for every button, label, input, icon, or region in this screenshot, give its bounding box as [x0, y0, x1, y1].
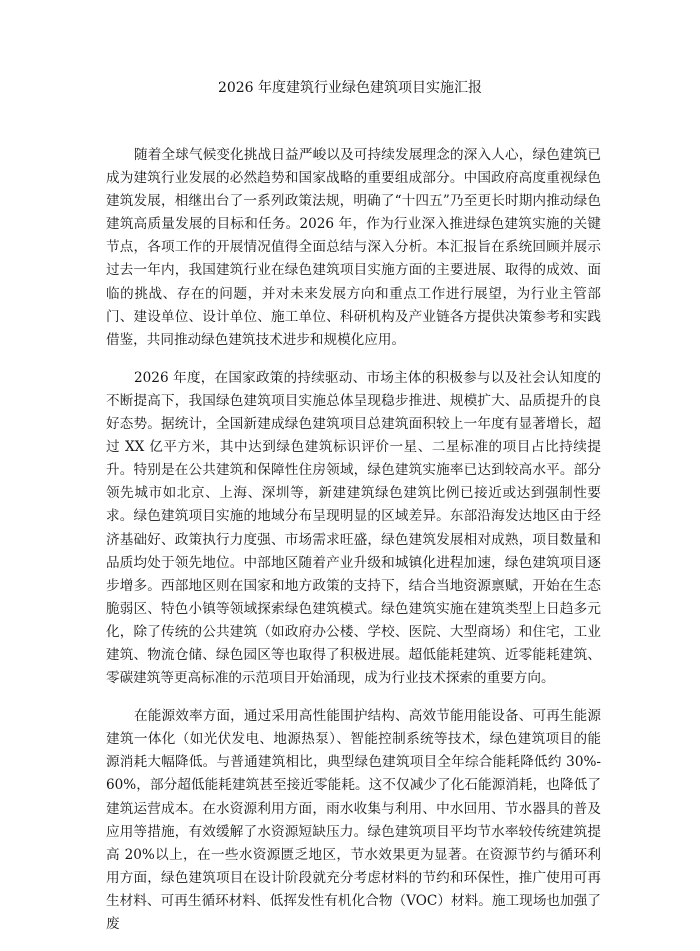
paragraph-overview: 2026 年度，在国家政策的持续驱动、市场主体的积极参与以及社会认知度的不断提高下，我国绿色建筑项目实施总体呈现稳步推进、规模扩大、品质提升的良好态势。据统计，全国新建成绿色建筑项目总建筑面积较上一年度有显著增长，超过 XX 亿平方米，其中达到绿色建筑标识评价一星、二星标准的项目占比持续提升。特别是在公共建筑和保障性住房领域，绿色建筑实施率已达到较高水平。部分领先城市如北京、上海、深圳等，新建建筑绿色建筑比例已接近或达到强制性要求。绿色建筑项目实施的地域分布呈现明显的区域差异。东部沿海发达地区由于经济基础好、政策执行力度强、市场需求旺盛，绿色建筑发展相对成熟，项目数量和品质均处于领先地位。中部地区随着产业升级和城镇化进程加速，绿色建筑项目逐步增多。西部地区则在国家和地方政策的支持下，结合当地资源禀赋，开始在生态脆弱区、特色小镇等领域探索绿色建筑模式。绿色建筑实施在建筑类型上日趋多元化，除了传统的公共建筑（如政府办公楼、学校、医院、大型商场）和住宅，工业建筑、物流仓储、绿色园区等也取得了积极进展。超低能耗建筑、近零能耗建筑、零碳建筑等更高标准的示范项目开始涌现，成为行业技术探索的重要方向。 [106, 369, 601, 687]
paragraph-intro: 随着全球气候变化挑战日益严峻以及可持续发展理念的深入人心，绿色建筑已成为建筑行业发展的必然趋势和国家战略的重要组成部分。中国政府高度重视绿色建筑发展，相继出台了一系列政策法规，明确了“十四五”乃至更长时期内推动绿色建筑高质量发展的目标和任务。2026 年，作为行业深入推进绿色建筑实施的关键节点，各项工作的开展情况值得全面总结与深入分析。本汇报旨在系统回顾并展示过去一年内，我国建筑行业在绿色建筑项目实施方面的主要进展、取得的成效、面临的挑战、存在的问题，并对未来发展方向和重点工作进行展望，为行业主管部门、建设单位、设计单位、施工单位、科研机构及产业链各方提供决策参考和实践借鉴，共同推动绿色建筑技术进步和规模化应用。 [106, 147, 601, 348]
document-body [106, 144, 601, 951]
document-title: 2026 年度建筑行业绿色建筑项目实施汇报 [217, 80, 483, 96]
paragraph-efficiency: 在能源效率方面，通过采用高性能围护结构、高效节能用能设备、可再生能源建筑一体化（如光伏发电、地源热泵）、智能控制系统等技术，绿色建筑项目的能源消耗大幅降低。与普通建筑相比，典型绿色建筑项目全年综合能耗降低约 30%-60%，部分超低能耗建筑甚至接近零能耗。这不仅减少了化石能源消耗，也降低了建筑运营成本。在水资源利用方面，雨水收集与利用、中水回用、节水器具的普及应用等措施，有效缓解了水资源短缺压力。绿色建筑项目平均节水率较传统建筑提高 20%以上，在一些水资源匮乏地区，节水效果更为显著。在资源节约与循环利用方面，绿色建筑项目在设计阶段就充分考虑材料的节约和环保性，推广使用可再生材料、可再生循环材料、低挥发性有机化合物（VOC）材料。施工现场也加强了废 [106, 708, 601, 932]
